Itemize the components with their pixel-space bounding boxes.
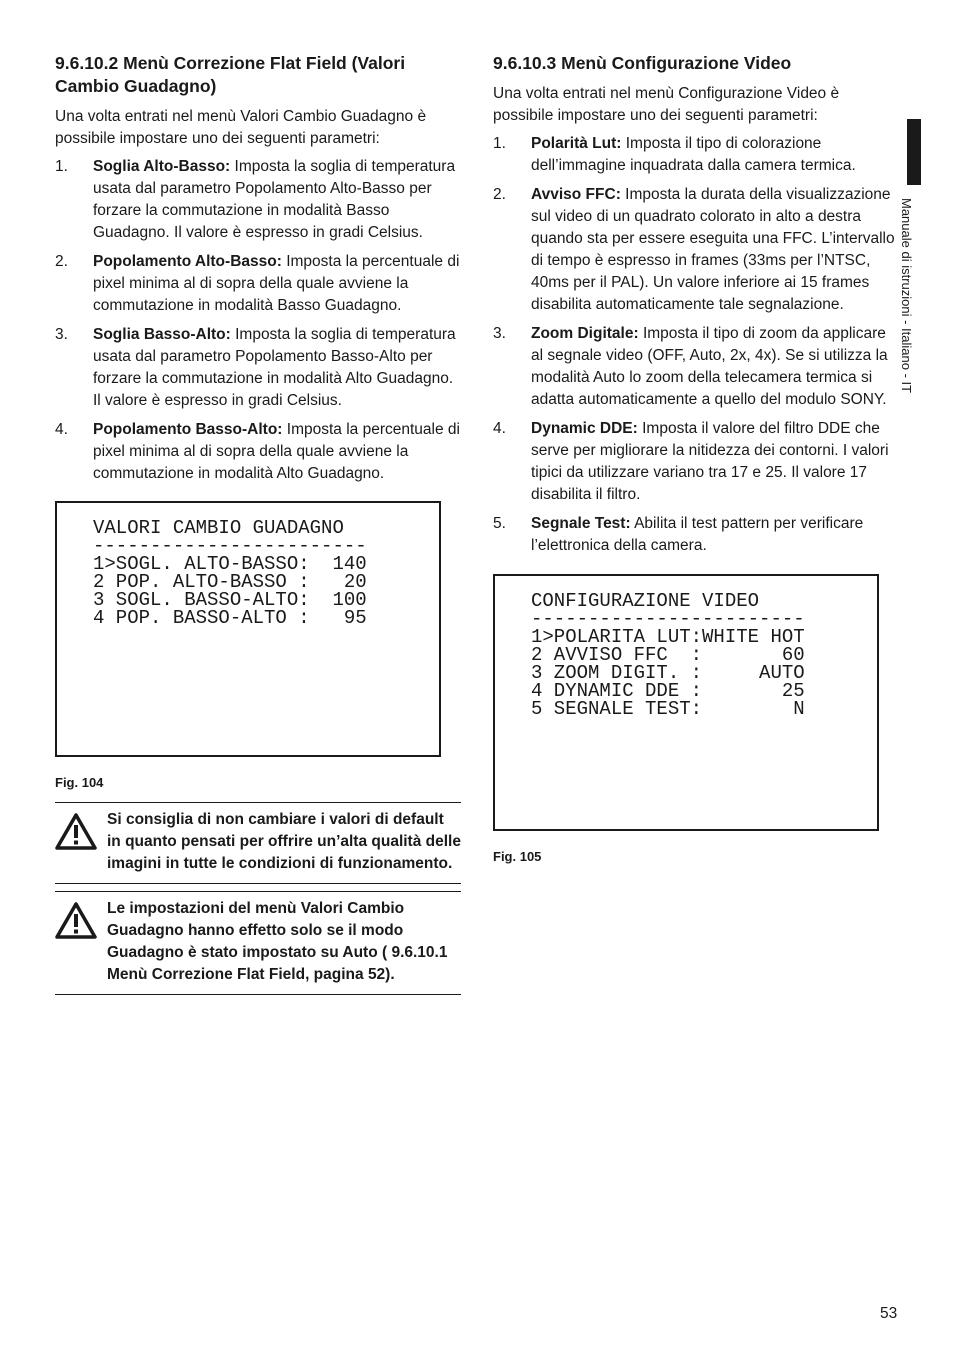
side-tab-marker: [907, 119, 921, 185]
item-number: 3.: [55, 326, 68, 343]
section-heading-video-config: 9.6.10.3 Menù Configurazione Video: [493, 53, 792, 73]
list-item: [493, 323, 899, 411]
item-text: Imposta la percentuale di pixel minima al di sopra della quale avviene la commutazione in modalità Alto Guadagno.: [93, 421, 460, 482]
osd-menu-video-config: [493, 574, 879, 831]
osd-title: CONFIGURAZIONE VIDEO: [531, 590, 760, 612]
section-intro: Una volta entrati nel menù Configurazione Video è possibile impostare uno dei seguenti parametri:: [493, 85, 840, 124]
list-item: [55, 251, 461, 317]
item-text: Imposta il valore del filtro DDE che serve per migliorare la nitidezza dei contorni. I valori tipici da utilizzare variano tra 17 e 25. Il valore 17 disabilita il filtro.: [531, 420, 889, 503]
item-term: Soglia Alto-Basso:: [93, 158, 231, 175]
list-item: [493, 418, 899, 506]
warning-note: [55, 891, 461, 995]
list-item: [493, 184, 899, 316]
item-text: Imposta la durata della visualizzazione sul video di un quadrato colorato in alto a destra quando sta per essere eseguita una FFC. L’intervallo di tempo è espresso in frames (33ms per l’NTSC, 40ms per il PAL). Un valore inferiore ai 15 frames disabilita automaticamente tale segnalazione.: [531, 186, 895, 313]
item-term: Dynamic DDE:: [531, 420, 638, 437]
list-item: [55, 156, 461, 244]
sidebar-label: Manuale di istruzioni - Italiano - IT: [899, 198, 914, 394]
item-term: Segnale Test:: [531, 515, 631, 532]
osd-separator: ------------------------: [531, 608, 805, 630]
parameter-list: [493, 133, 899, 557]
warning-note: [55, 802, 461, 884]
page-number: 53: [880, 1305, 898, 1322]
figure-label: Fig. 104: [55, 775, 104, 790]
item-number: 1.: [493, 135, 506, 152]
osd-separator: ------------------------: [93, 535, 367, 557]
osd-menu-gain-values: [55, 501, 441, 757]
item-number: 2.: [55, 253, 68, 270]
item-text: Imposta il tipo di zoom da applicare al segnale video (OFF, Auto, 2x, 4x). Se si utilizza la modalità Auto lo zoom della telecamera termica si adatta automaticamente a quello del modulo SONY.: [531, 325, 888, 408]
item-term: Zoom Digitale:: [531, 325, 639, 342]
warning-text: Le impostazioni del menù Valori Cambio Guadagno hanno effetto solo se il modo Guadagno è stato impostato su Auto ( 9.6.10.1 Menù Correzione Flat Field, pagina 52).: [107, 900, 448, 983]
item-text: Imposta il tipo di colorazione dell’immagine inquadrata dalla camera termica.: [531, 135, 856, 174]
osd-line: 2 AVVISO FFC : 60: [531, 644, 805, 666]
item-text: Imposta la soglia di temperatura usata dal parametro Popolamento Basso-Alto per forzare la commutazione in modalità Alto Guadagno. Il valore è espresso in gradi Celsius.: [93, 326, 456, 409]
list-item: [55, 324, 461, 412]
osd-line: 4 POP. BASSO-ALTO : 95: [93, 607, 367, 629]
section-intro: Una volta entrati nel menù Valori Cambio Guadagno è possibile impostare uno dei seguenti parametri:: [55, 108, 427, 147]
item-number: 5.: [493, 515, 506, 532]
osd-line: 2 POP. ALTO-BASSO : 20: [93, 571, 367, 593]
item-term: Soglia Basso-Alto:: [93, 326, 231, 343]
item-term: Polarità Lut:: [531, 135, 622, 152]
item-number: 2.: [493, 186, 506, 203]
item-term: Popolamento Alto-Basso:: [93, 253, 282, 270]
item-number: 4.: [55, 421, 68, 438]
figure-label: Fig. 105: [493, 849, 542, 864]
section-heading-gain-values: 9.6.10.2 Menù Correzione Flat Field (Valori Cambio Guadagno): [55, 53, 406, 96]
left-column: [55, 52, 461, 995]
warning-triangle-icon: [55, 813, 97, 851]
item-text: Imposta la soglia di temperatura usata dal parametro Popolamento Alto-Basso per forzare la commutazione in modalità Basso Guadagno. Il valore è espresso in gradi Celsius.: [93, 158, 456, 241]
list-item: [493, 133, 899, 177]
item-number: 4.: [493, 420, 506, 437]
osd-line: 4 DYNAMIC DDE : 25: [531, 680, 805, 702]
osd-line: 3 SOGL. BASSO-ALTO: 100: [93, 589, 367, 611]
osd-title: VALORI CAMBIO GUADAGNO: [93, 517, 344, 539]
item-text: Imposta la percentuale di pixel minima al di sopra della quale avviene la commutazione in modalità Basso Guadagno.: [93, 253, 460, 314]
item-number: 3.: [493, 325, 506, 342]
item-number: 1.: [55, 158, 68, 175]
list-item: [493, 513, 899, 557]
list-item: [55, 419, 461, 485]
parameter-list: [55, 156, 461, 485]
osd-line: 3 ZOOM DIGIT. : AUTO: [531, 662, 805, 684]
item-text: Abilita il test pattern per verificare l’elettronica della camera.: [531, 515, 864, 554]
osd-line: 1>SOGL. ALTO-BASSO: 140: [93, 553, 367, 575]
item-term: Popolamento Basso-Alto:: [93, 421, 283, 438]
osd-line: 5 SEGNALE TEST: N: [531, 698, 805, 720]
item-term: Avviso FFC:: [531, 186, 621, 203]
osd-line: 1>POLARITA LUT:WHITE HOT: [531, 626, 805, 648]
warning-text: Si consiglia di non cambiare i valori di default in quanto pensati per offrire un’alta qualità delle imagini in tutte le condizioni di funzionamento.: [107, 811, 461, 872]
warning-triangle-icon: [55, 902, 97, 940]
right-column: [493, 52, 899, 864]
